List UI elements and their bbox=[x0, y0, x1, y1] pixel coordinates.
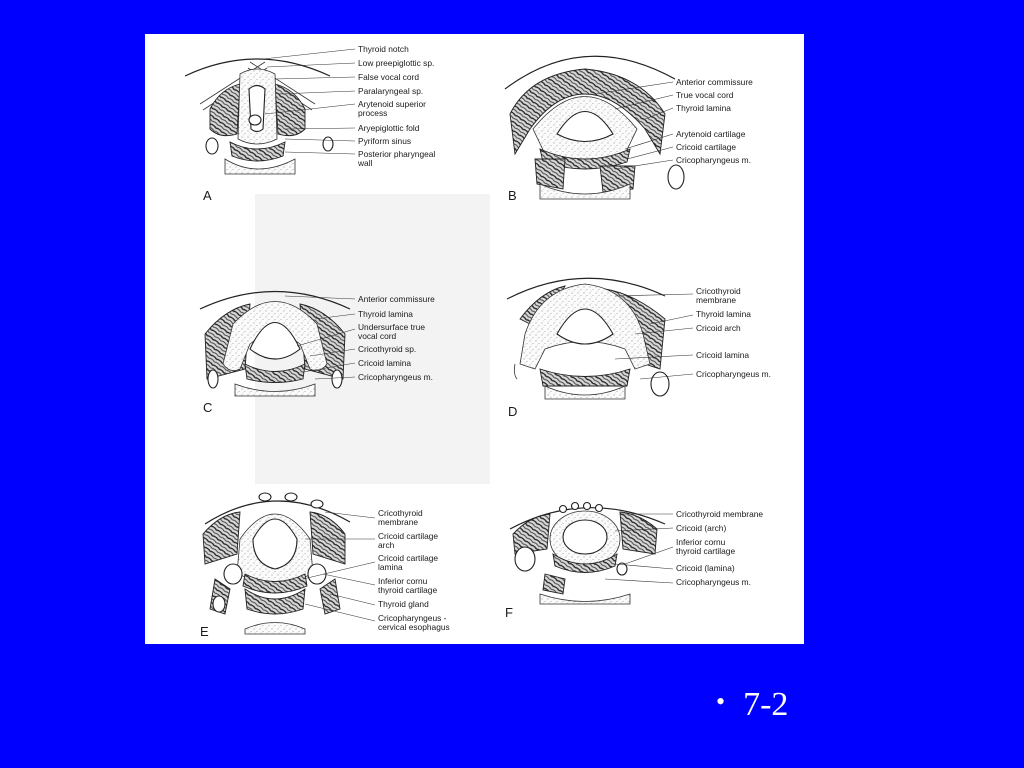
label-anterior-commissure: Anterior commissure bbox=[358, 294, 435, 304]
label-arytenoid-superior: Arytenoid superior bbox=[358, 99, 426, 109]
panel-letter-b: B bbox=[508, 188, 517, 203]
label-pyriform-sinus: Pyriform sinus bbox=[358, 136, 412, 146]
label-cricoid-arch: Cricoid arch bbox=[696, 323, 741, 333]
label-cricothyroid: Cricothyroid bbox=[696, 286, 741, 296]
panel-letter-a: A bbox=[203, 188, 212, 203]
label-cricopharyngeus-m: Cricopharyngeus m. bbox=[696, 369, 771, 379]
strap-muscle-right bbox=[310, 512, 345, 564]
label-cricoid-cartilage: Cricoid cartilage bbox=[378, 531, 439, 541]
label-true-vocal-cord: True vocal cord bbox=[676, 90, 734, 100]
label-membrane: membrane bbox=[696, 295, 737, 305]
label-thyroid-cartilage: thyroid cartilage bbox=[378, 585, 438, 595]
vessel-c-left bbox=[208, 370, 218, 388]
panel-a bbox=[185, 44, 435, 203]
inferior-cornu-left bbox=[224, 564, 242, 584]
bullet-item bbox=[716, 686, 788, 724]
label-thyroid-lamina: Thyroid lamina bbox=[676, 103, 731, 113]
panel-letter-e: E bbox=[200, 624, 209, 639]
label-arytenoid-cartilage: Arytenoid cartilage bbox=[676, 129, 746, 139]
label-low-preepiglottic-sp: Low preepiglottic sp. bbox=[358, 58, 435, 68]
bullet-glyph: • bbox=[716, 687, 726, 716]
strap-muscle-left bbox=[513, 514, 550, 554]
vessel-b bbox=[668, 165, 684, 189]
label-cricoid-lamina: Cricoid lamina bbox=[696, 350, 750, 360]
thyroid-lamina-left bbox=[210, 84, 240, 136]
label-cricopharyngeus-m: Cricopharyngeus m. bbox=[676, 155, 751, 165]
label-process: process bbox=[358, 108, 388, 118]
vessel-right bbox=[323, 137, 333, 151]
label-thyroid-lamina: Thyroid lamina bbox=[696, 309, 751, 319]
label-paralaryngeal-sp: Paralaryngeal sp. bbox=[358, 86, 424, 96]
vertebra-e bbox=[245, 623, 305, 635]
label-arch: arch bbox=[378, 540, 395, 550]
posterior-pharyngeal-wall bbox=[230, 142, 285, 161]
label-anterior-commissure: Anterior commissure bbox=[676, 77, 753, 87]
slide-reference-text: 7-2 bbox=[743, 686, 789, 723]
figure-canvas bbox=[145, 34, 804, 644]
panel-letter-f: F bbox=[505, 605, 513, 620]
label-undersurface-true: Undersurface true bbox=[358, 322, 426, 332]
cricopharyngeus-left bbox=[535, 159, 565, 189]
vessel-e-top-right bbox=[285, 493, 297, 501]
label-cricoid-lamina: Cricoid (lamina) bbox=[676, 563, 735, 573]
label-membrane: membrane bbox=[378, 517, 419, 527]
vessel-d bbox=[651, 372, 669, 396]
label-inferior-cornu: Inferior cornu bbox=[378, 576, 428, 586]
label-aryepiglottic-fold: Aryepiglottic fold bbox=[358, 123, 420, 133]
label-thyroid-cartilage: thyroid cartilage bbox=[676, 546, 736, 556]
label-cervical-esophagus: cervical esophagus bbox=[378, 622, 450, 632]
vessel-f-left bbox=[515, 547, 535, 571]
cricopharyngeus-f bbox=[543, 574, 565, 594]
label-cricothyroid-membrane: Cricothyroid membrane bbox=[676, 509, 764, 519]
panel-e bbox=[200, 493, 450, 639]
label-lamina: lamina bbox=[378, 562, 403, 572]
label-cricoid-arch: Cricoid (arch) bbox=[676, 523, 727, 533]
vertebra-f bbox=[540, 594, 630, 604]
label-cricoid-cartilage-2: Cricoid cartilage bbox=[378, 553, 439, 563]
label-posterior-pharyngeal: Posterior pharyngeal bbox=[358, 149, 436, 159]
label-cricothyroid: Cricothyroid bbox=[378, 508, 423, 518]
label-inferior-cornu: Inferior cornu bbox=[676, 537, 726, 547]
panel-letter-d: D bbox=[508, 404, 518, 419]
label-cricopharyngeus: Cricopharyngeus - bbox=[378, 613, 447, 623]
strap-muscle-left bbox=[203, 512, 240, 564]
label-wall: wall bbox=[358, 158, 373, 168]
anatomy-figure bbox=[145, 34, 804, 644]
vessel-e-left bbox=[213, 596, 225, 612]
panel-b bbox=[505, 56, 753, 203]
thyroid-gland-right bbox=[320, 579, 340, 614]
label-cricopharyngeus-m: Cricopharyngeus m. bbox=[676, 577, 751, 587]
label-thyroid-gland: Thyroid gland bbox=[378, 599, 429, 609]
airway-f bbox=[563, 520, 607, 554]
label-thyroid-notch: Thyroid notch bbox=[358, 44, 409, 54]
label-false-vocal-cord: False vocal cord bbox=[358, 72, 419, 82]
panel-f bbox=[505, 503, 763, 621]
label-cricoid-cartilage: Cricoid cartilage bbox=[676, 142, 737, 152]
vertebra-d bbox=[545, 386, 625, 399]
label-cricopharyngeus-m: Cricopharyngeus m. bbox=[358, 372, 433, 382]
label-thyroid-lamina: Thyroid lamina bbox=[358, 309, 413, 319]
vessel-c-right bbox=[332, 370, 342, 388]
cricoid-lamina-d bbox=[540, 369, 630, 386]
vessel-left bbox=[206, 138, 218, 154]
label-vocal-cord: vocal cord bbox=[358, 331, 397, 341]
label-cricoid-lamina: Cricoid lamina bbox=[358, 358, 412, 368]
panel-letter-c: C bbox=[203, 400, 213, 415]
vessel-e-top-left bbox=[259, 493, 271, 501]
label-cricothyroid-sp: Cricothyroid sp. bbox=[358, 344, 417, 354]
panel-d bbox=[507, 278, 771, 419]
arytenoid-process bbox=[249, 115, 261, 125]
